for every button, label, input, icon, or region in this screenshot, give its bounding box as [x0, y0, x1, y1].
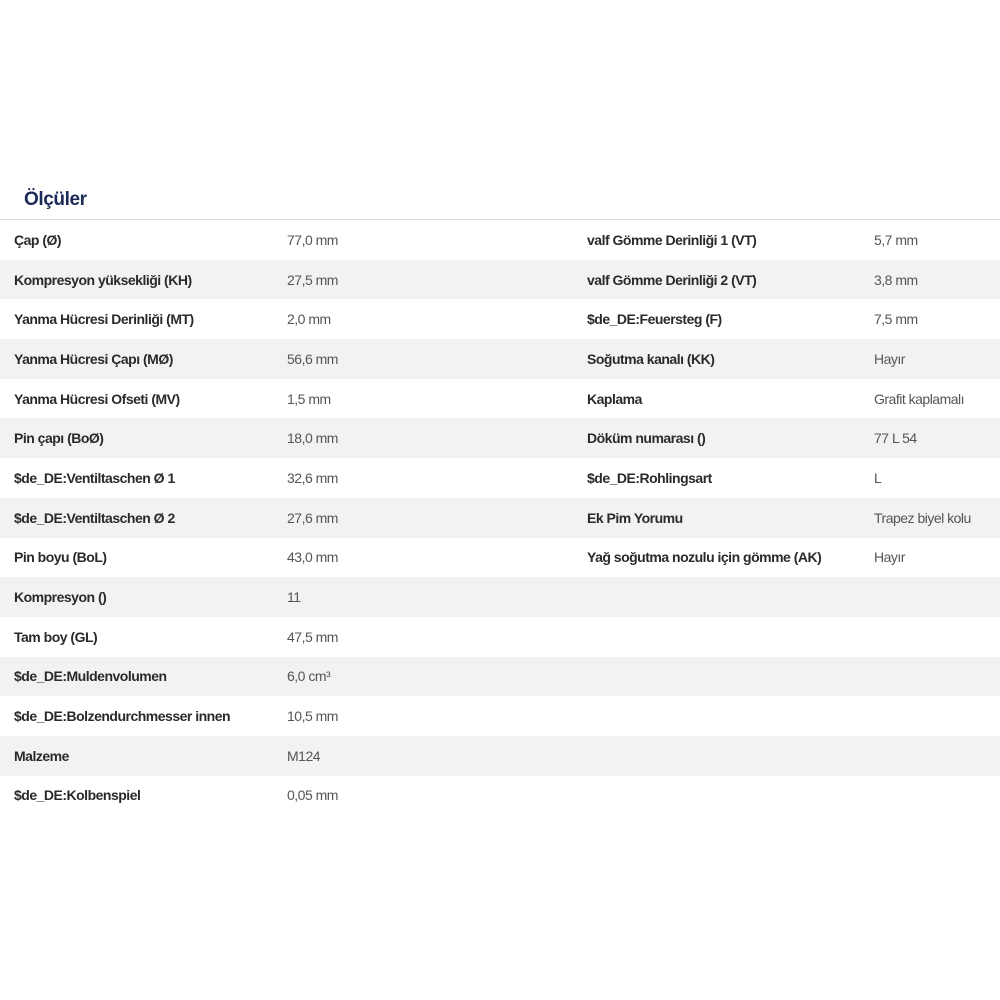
spec-row	[0, 736, 500, 776]
spec-label: valf Gömme Derinliği 2 (VT)	[587, 271, 757, 288]
spec-value: 7,5 mm	[874, 311, 918, 328]
spec-label: Kaplama	[587, 390, 642, 407]
spec-label: Yanma Hücresi Ofseti (MV)	[14, 390, 180, 407]
spec-column-left	[0, 220, 500, 815]
spec-row	[500, 379, 1000, 419]
spec-value: 1,5 mm	[287, 390, 331, 407]
spec-row	[500, 339, 1000, 379]
spec-value: 0,05 mm	[287, 787, 338, 804]
spec-row	[500, 498, 1000, 538]
spec-value: 27,6 mm	[287, 509, 338, 526]
spec-label: Kompresyon ()	[14, 589, 107, 606]
spec-label: $de_DE:Ventiltaschen Ø 2	[14, 509, 175, 526]
spec-value: 3,8 mm	[874, 271, 918, 288]
spec-row	[0, 458, 500, 498]
spec-label: Yağ soğutma nozulu için gömme (AK)	[587, 549, 822, 566]
spec-value: 56,6 mm	[287, 350, 338, 367]
spec-value: 5,7 mm	[874, 231, 918, 248]
spec-value: 77,0 mm	[287, 231, 338, 248]
spec-value: 11	[287, 589, 301, 606]
spec-row	[500, 458, 1000, 498]
spec-row	[0, 418, 500, 458]
spec-row-empty	[500, 776, 1000, 816]
spec-label: Soğutma kanalı (KK)	[587, 350, 715, 367]
spec-value: 32,6 mm	[287, 469, 338, 486]
spec-value: Trapez biyel kolu	[874, 509, 971, 526]
spec-row	[0, 498, 500, 538]
spec-label: $de_DE:Ventiltaschen Ø 1	[14, 469, 175, 486]
spec-row	[0, 379, 500, 419]
spec-value: 2,0 mm	[287, 311, 331, 328]
spec-row-empty	[500, 736, 1000, 776]
spec-label: Döküm numarası ()	[587, 430, 706, 447]
spec-label: $de_DE:Feuersteg (F)	[587, 311, 722, 328]
spec-label: Çap (Ø)	[14, 231, 62, 248]
spec-value: M124	[287, 747, 321, 764]
spec-row	[0, 299, 500, 339]
spec-row-empty	[500, 657, 1000, 697]
spec-value: Grafit kaplamalı	[874, 390, 965, 407]
spec-columns	[0, 220, 1000, 815]
spec-value: 6,0 cm³	[287, 668, 331, 685]
spec-label: $de_DE:Rohlingsart	[587, 469, 712, 486]
spec-row	[0, 260, 500, 300]
spec-row	[500, 538, 1000, 578]
spec-label: $de_DE:Muldenvolumen	[14, 668, 167, 685]
spec-row	[0, 339, 500, 379]
spec-value: Hayır	[874, 350, 905, 367]
spec-column-right	[500, 220, 1000, 815]
spec-value: 47,5 mm	[287, 628, 338, 645]
spec-value: L	[874, 469, 882, 486]
spec-value: 77 L 54	[874, 430, 917, 447]
spec-label: Yanma Hücresi Çapı (MØ)	[14, 350, 173, 367]
spec-row	[500, 260, 1000, 300]
spec-value: 43,0 mm	[287, 549, 338, 566]
spec-row	[500, 299, 1000, 339]
spec-row	[0, 538, 500, 578]
spec-label: Pin çapı (BoØ)	[14, 430, 104, 447]
section-title: Ölçüler	[0, 180, 1000, 220]
spec-label: Yanma Hücresi Derinliği (MT)	[14, 311, 194, 328]
spec-row	[0, 577, 500, 617]
spec-row-empty	[500, 577, 1000, 617]
spec-row	[0, 657, 500, 697]
spec-label: $de_DE:Kolbenspiel	[14, 787, 141, 804]
spec-row	[500, 220, 1000, 260]
spec-row	[0, 696, 500, 736]
spec-label: valf Gömme Derinliği 1 (VT)	[587, 231, 757, 248]
spec-label: Pin boyu (BoL)	[14, 549, 107, 566]
spec-row-empty	[500, 617, 1000, 657]
spec-label: Malzeme	[14, 747, 69, 764]
spec-label: Ek Pim Yorumu	[587, 509, 683, 526]
spec-row	[0, 617, 500, 657]
spec-row-empty	[500, 696, 1000, 736]
spec-value: Hayır	[874, 549, 905, 566]
spec-label: $de_DE:Bolzendurchmesser innen	[14, 708, 231, 725]
spec-value: 18,0 mm	[287, 430, 338, 447]
spec-row	[500, 418, 1000, 458]
spec-value: 10,5 mm	[287, 708, 338, 725]
dimensions-section	[0, 180, 1000, 815]
spec-row	[0, 776, 500, 816]
spec-label: Kompresyon yüksekliği (KH)	[14, 271, 192, 288]
spec-label: Tam boy (GL)	[14, 628, 98, 645]
spec-row	[0, 220, 500, 260]
spec-value: 27,5 mm	[287, 271, 338, 288]
